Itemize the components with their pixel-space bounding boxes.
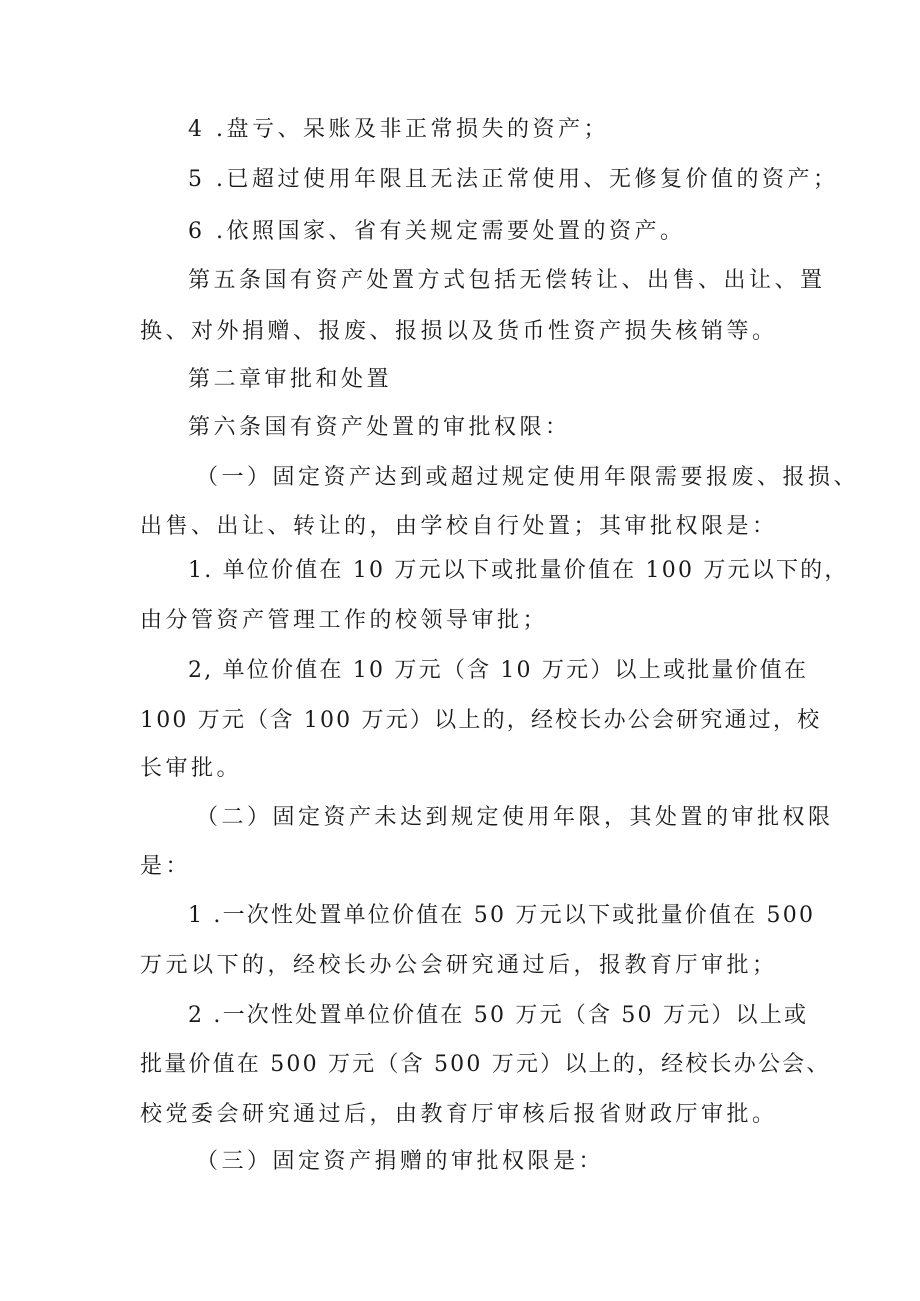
list-item-6: 6 .依照国家、省有关规定需要处置的资产。 [188, 219, 686, 244]
section-1-item-1: 1. 单位价值在 10 万元以下或批量价值在 100 万元以下的， [188, 558, 849, 583]
chapter-heading: 第二章审批和处置 [188, 367, 393, 392]
article-5-paragraph-cont: 换、对外捐赠、报废、报损以及货币性资产损失核销等。 [140, 319, 778, 344]
section-1-item-2-cont: 100 万元（含 100 万元）以上的，经校长办公会研究通过，校 [140, 708, 822, 733]
section-2-paragraph-cont: 是： [140, 854, 192, 879]
section-2-item-1-cont: 万元以下的，经校长办公会研究通过后，报教育厅审批； [140, 953, 778, 978]
section-2-item-2-cont: 批量价值在 500 万元（含 500 万元）以上的，经校长办公会、 [140, 1052, 831, 1077]
list-item-4: 4 .盘亏、呆账及非正常损失的资产； [188, 117, 609, 142]
section-1-item-2: 2, 单位价值在 10 万元（含 10 万元）以上或批量价值在 [188, 658, 809, 683]
list-item-5: 5 .已超过使用年限且无法正常使用、无修复价值的资产； [188, 167, 839, 192]
section-1-item-2-end: 长审批。 [140, 756, 243, 781]
section-2-paragraph: （二）固定资产未达到规定使用年限，其处置的审批权限 [196, 805, 834, 830]
section-2-item-2-end: 校党委会研究通过后，由教育厅审核后报省财政厅审批。 [140, 1102, 778, 1127]
section-3-paragraph: （三）固定资产捐赠的审批权限是： [196, 1149, 605, 1174]
article-5-paragraph: 第五条国有资产处置方式包括无偿转让、出售、出让、置 [188, 268, 826, 293]
section-1-item-1-cont: 由分管资产管理工作的校领导审批； [140, 608, 549, 633]
section-2-item-2: 2 .一次性处置单位价值在 50 万元（含 50 万元）以上或 [188, 1003, 809, 1028]
section-1-paragraph: （一）固定资产达到或超过规定使用年限需要报废、报损、 [196, 465, 860, 490]
section-1-paragraph-cont: 出售、出让、转让的，由学校自行处置；其审批权限是： [140, 514, 778, 539]
article-6-heading: 第六条国有资产处置的审批权限： [188, 415, 571, 440]
section-2-item-1: 1 .一次性处置单位价值在 50 万元以下或批量价值在 500 [188, 903, 816, 928]
